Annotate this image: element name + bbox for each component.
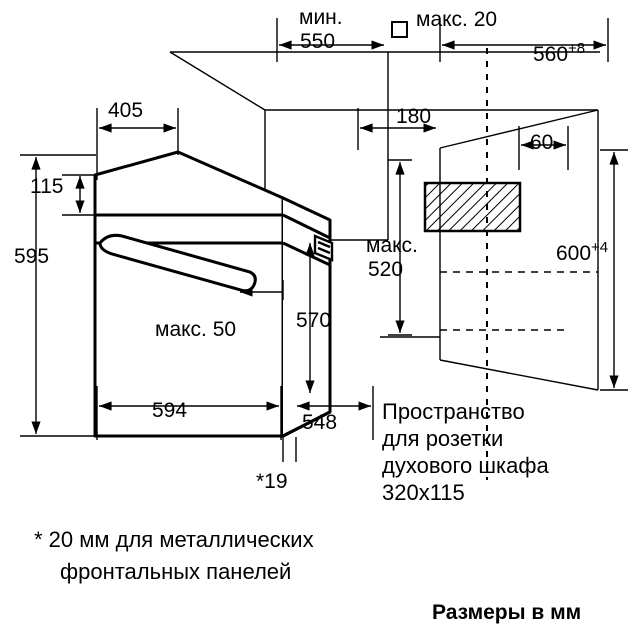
- label-max-520: 520: [368, 258, 404, 281]
- label-height-600: $600^{+4}$: [556, 239, 609, 265]
- oven-body: [95, 152, 330, 436]
- label-height-115: 115: [30, 175, 64, 198]
- label-width-60: 60: [530, 131, 554, 154]
- socket-note-line2: для розетки: [382, 426, 504, 451]
- socket-note-line4: 320x115: [382, 480, 465, 505]
- square-symbol-icon: [392, 22, 407, 37]
- label-min-550: 550: [300, 30, 336, 53]
- label-note-19: *19: [256, 470, 288, 493]
- label-max-20: макс. 20: [416, 8, 498, 31]
- label-depth-560: $560^{+8}$: [533, 40, 586, 66]
- units-note: Размеры в мм: [432, 601, 582, 624]
- label-width-594: 594: [152, 399, 188, 422]
- label-max-50: макс. 50: [155, 318, 237, 341]
- label-width-548: 548: [302, 411, 338, 434]
- socket-note-line1: Пространство: [382, 399, 525, 424]
- socket-zone-hatched: [425, 183, 520, 231]
- label-height-570: 570: [296, 309, 332, 332]
- niche-hidden-edges: [440, 272, 598, 330]
- label-max-word: макс.: [366, 234, 418, 257]
- footnote-line2: фронтальных панелей: [60, 559, 292, 584]
- label-width-405: 405: [108, 99, 144, 122]
- label-height-595: 595: [14, 245, 50, 268]
- footnote-line1: * 20 мм для металлических: [34, 527, 314, 552]
- label-min-word: мин.: [299, 6, 343, 29]
- socket-note-line3: духового шкафа: [382, 453, 549, 478]
- label-width-180: 180: [396, 105, 432, 128]
